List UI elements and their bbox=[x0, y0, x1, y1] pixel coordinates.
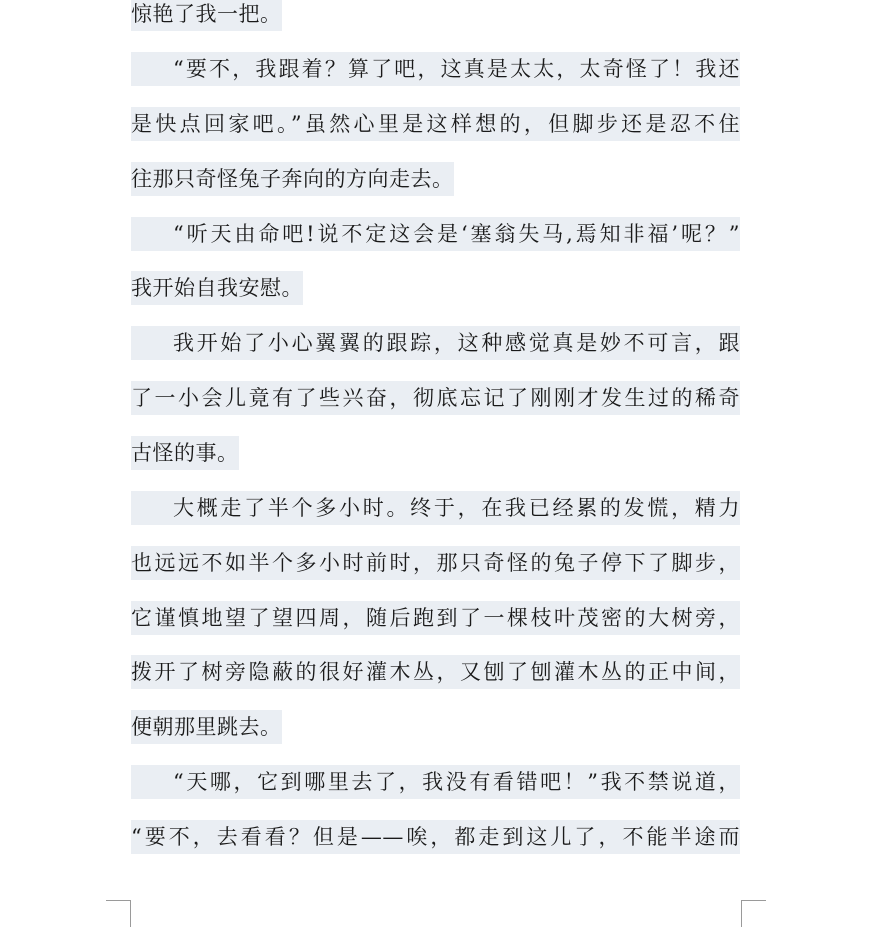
text-line-1: 惊艳了我一把。 bbox=[131, 0, 282, 31]
text-line-15: “天哪，它到哪里去了，我没有看错吧！”我不禁说道， bbox=[131, 765, 740, 799]
text-line-11: 也远远不如半个多小时前时，那只奇怪的兔子停下了脚步， bbox=[131, 546, 740, 580]
text-line-4: 往那只奇怪兔子奔向的方向走去。 bbox=[131, 162, 454, 196]
text-line-8: 了一小会儿竟有了些兴奋，彻底忘记了刚刚才发生过的稀奇 bbox=[131, 381, 740, 415]
text-line-12: 它谨慎地望了望四周，随后跑到了一棵枝叶茂密的大树旁， bbox=[131, 601, 740, 635]
page-corner-mark-left bbox=[106, 900, 131, 927]
text-line-10: 大概走了半个多小时。终于，在我已经累的发慌，精力 bbox=[131, 491, 740, 525]
page-corner-mark-right bbox=[741, 900, 766, 927]
text-line-14: 便朝那里跳去。 bbox=[131, 710, 282, 744]
text-line-9: 古怪的事。 bbox=[131, 436, 239, 470]
text-line-2: “要不，我跟着？算了吧，这真是太太，太奇怪了！我还 bbox=[131, 52, 740, 86]
text-line-3: 是快点回家吧。”虽然心里是这样想的，但脚步还是忍不住 bbox=[131, 107, 740, 141]
text-line-6: 我开始自我安慰。 bbox=[131, 271, 303, 305]
text-line-13: 拨开了树旁隐蔽的很好灌木丛，又刨了刨灌木丛的正中间， bbox=[131, 655, 740, 689]
text-line-5: “听天由命吧!说不定这会是‘塞翁失马,焉知非福’呢？” bbox=[131, 217, 740, 251]
text-line-16: “要不，去看看？但是——唉，都走到这儿了，不能半途而 bbox=[131, 820, 740, 854]
text-line-7: 我开始了小心翼翼的跟踪，这种感觉真是妙不可言，跟 bbox=[131, 326, 740, 360]
